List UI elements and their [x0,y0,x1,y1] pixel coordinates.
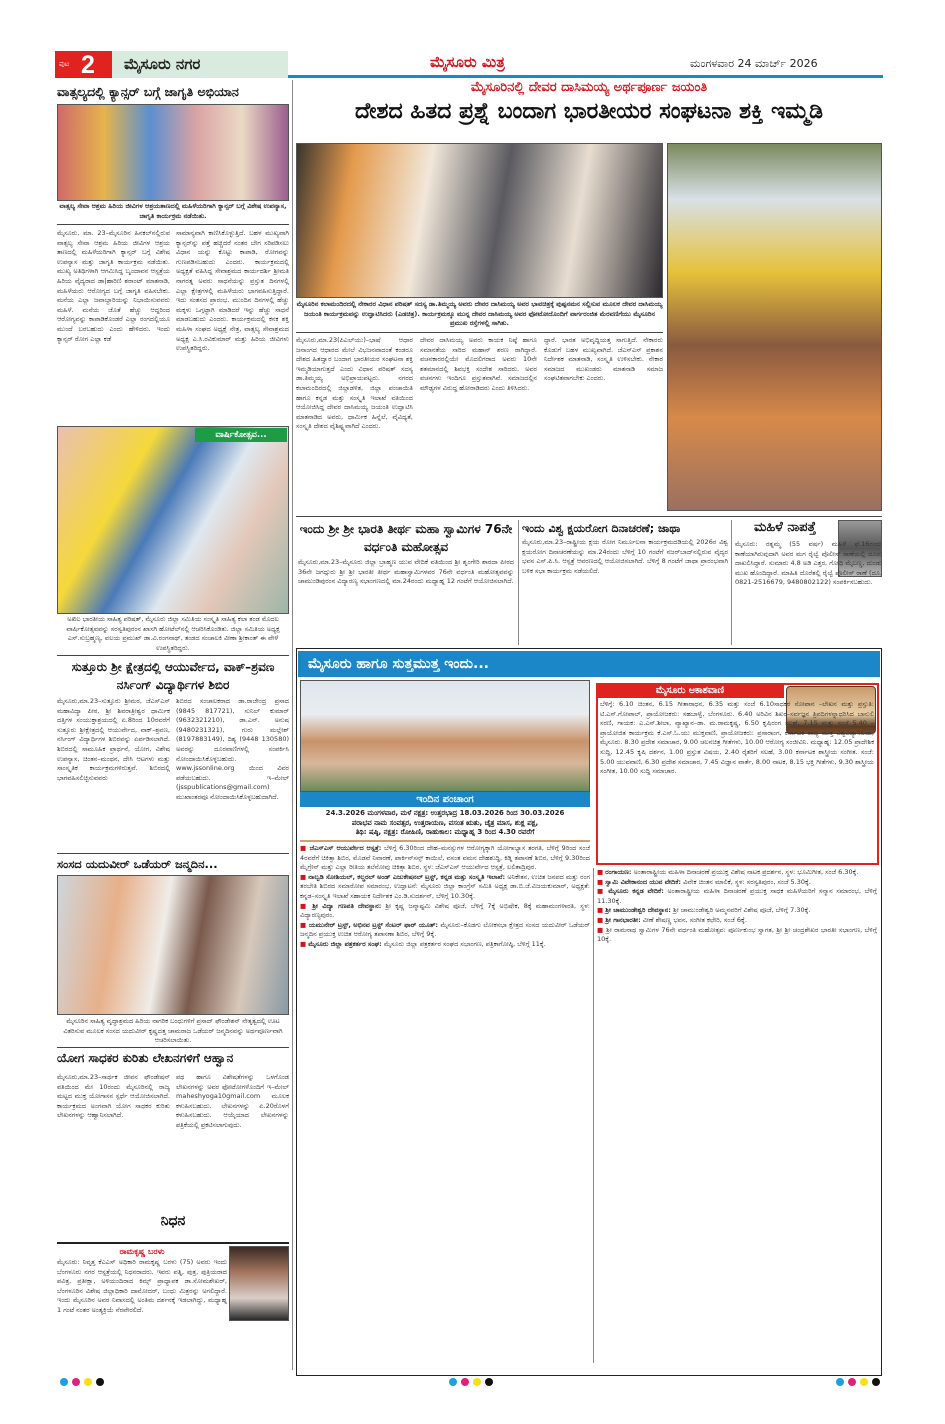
event-item: ■ ಮೈಸೂರು ಕನ್ನಡ ವೇದಿಕೆ: ಅಂತಾರಾಷ್ಟ್ರೀಯ ಮಹಿಳಾ ದಿನಾಚರಣೆ ಪ್ರಯುಕ್ತ ಸಾಧಕ ಮಹಿಳೆಯರಿಗೆ ಸನ್ಮಾನ ಸಮಾರಂಭ, ಬೆಳಿಗ್ಗೆ 11.30ಕ್ಕೆ. [597,887,877,905]
event-item: ■ ಶ್ರೀ ರಾಮನಾಥ ಸ್ವಾಮಿಗಳ 76ನೇ ವರ್ಧಂತಿ ಮಹೋತ್ಸವ: ಪೂರ್ಣಕುಂಭ ಸ್ವಾಗತ, ಶ್ರೀ ಶ್ರೀ ಚಂದ್ರಶೇಖರ ಭಾರತೀ ಸಭಾಂಗಣ, ಬೆಳಿಗ್ಗೆ 10ಕ್ಕೆ. [597,925,877,944]
black-dot-icon [96,1378,104,1386]
rule [57,655,289,656]
tb-body: ಮೈಸೂರು,ಮಾ.23–ರಾಷ್ಟ್ರೀಯ ಕ್ಷಯ ರೋಗ ನಿರ್ಮೂಲನಾ ಕಾರ್ಯಕ್ರಮದಡಿಯಲ್ಲಿ 2026ರ ವಿಶ್ವ ಕ್ಷಯರೋಗ ದಿನಾಚರಣೆಯನ್ನು ಮಾ.24ರಂದು ಬೆಳಿಗ್ಗೆ 10 ಗಂಟೆಗೆ ನಜರ್‌ಬಾದ್‌ನಲ್ಲಿರುವ ವೈದ್ಯರ ಭವನ ಎಸ್.ಪಿ.ಸಿ. ಆಸ್ಪತ್ರೆ ಆವರಣದಲ್ಲಿ ಆಯೋಜಿಸಲಾಗಿದೆ. ಬೆಳಿಗ್ಗೆ 8 ಗಂಟೆಗೆ ಜಾಥಾ ಪ್ರಾರಂಭವಾಗಿ ಬಳಿಕ ಸಭಾ ಕಾರ್ಯಕ್ರಮ ನಡೆಯಲಿದೆ. [522,538,728,575]
rule [57,224,289,225]
cancer-headline: ವಾತ್ಸಲ್ಯದಲ್ಲಿ ಕ್ಯಾನ್ಸರ್ ಬಗ್ಗೆ ಜಾಗೃತಿ ಅಭಿಯಾನ [57,84,239,99]
event-item: ■ ರಂಗಾಯಣ: ಅಂತಾರಾಷ್ಟ್ರೀಯ ಮಹಿಳಾ ದಿನಾಚರಣೆ ಪ್ರಯುಕ್ತ ವಿಶೇಷ ನಾಟಕ ಪ್ರದರ್ಶನ, ಸ್ಥಳ: ಭೂಮಿಗೀತ, ಸಂಜೆ 6.30ಕ್ಕೆ. [597,868,859,876]
obituary-name: ರಾಮಕೃಷ್ಣ ಬರಳು [119,1247,165,1256]
main-photo-left [296,143,663,298]
missing-headline: ಮಹಿಳೆ ನಾಪತ್ತೆ [753,520,817,535]
events-right-list [597,868,877,1363]
column-divider [731,520,732,645]
panchanga-title: ಇಂದಿನ ಪಂಚಾಂಗ [300,792,590,807]
main-photo-right [667,143,882,511]
event-item: ■ ಶ್ರೀ ಗಾನಭಾರತೀ: ವೀಣೆ ಶೇಷಣ್ಣ ಭವನ, ಸಂಗೀತ ಕಛೇರಿ, ಸಂಜೆ 6ಕ್ಕೆ. [597,915,747,924]
cyan-dot-icon [60,1378,68,1386]
page-number: 2 [81,51,95,79]
yellow-dot-icon [860,1378,868,1386]
column-divider [292,80,293,1370]
anniversary-tag: ವಾರ್ಷಿಕೋತ್ಸವ... [195,428,287,442]
cancer-body-col1: ಮೈಸೂರು, ಮಾ. 23–ಮೈಸೂರಿನ ಹಿನಕಲ್‌ನಲ್ಲಿರುವ ವಾತ್ಸಲ್ಯ ಸೇವಾ ಆಶ್ರಮ ಹಿರಿಯ ಜೀವಿಗಳ ಆಶ್ರಯ ತಾಣದಲ್ಲಿ ಮಹಿಳೆಯರಿಗಾಗಿ ಕ್ಯಾನ್ಸರ್ ಬಗ್ಗೆ ವಿಶೇಷ ಉಪನ್ಯಾಸ ಮತ್ತು ಜಾಗೃತಿ ಕಾರ್ಯಕ್ರಮ ನಡೆಯಿತು. ಮುಖ್ಯ ಅತಿಥಿಗಳಾಗಿ ಆಗಮಿಸಿದ್ದ ಬೃಂದಾವನ ಆಸ್ಪತ್ರೆಯ ಹಿರಿಯ ವೈದ್ಯರಾದ ಡಾ|ಹಾರಿಣಿ ಶರಾಂಟ್ ಮಾತನಾಡಿ, ಮಹಿಳೆಯರು ಆರೋಗ್ಯದ ಬಗ್ಗೆ ಜಾಗೃತಿ ವಹಿಸಬೇಕು. ಮನೆಯ ಎಲ್ಲಾ ಜವಾಬ್ದಾರಿಯನ್ನು ನಿಭಾಯಿಸುವವರು ಮಹಿಳೆ. ಮನೆಯ ಜೊತೆ ಹೆಚ್ಚು ಆದ್ದರಿಂದ ಆರೋಗ್ಯವನ್ನು ಕಾಪಾಡಿಕೊಂಡರೆ ಎಲ್ಲಾ ರಂಗದಲ್ಲಿಯೂ ಮುಂದೆ ಬರಬಹುದು ಎಂದು ಹೇಳಿದರು. ಇಂದು ಕ್ಯಾನ್ಸರ್ ರೋಗ ಎಲ್ಲಾ ಕಡೆ [57,229,170,343]
yellow-dot-icon [473,1378,481,1386]
black-dot-icon [485,1378,493,1386]
event-item: ■ ಜೆಎಸ್‌ಎಸ್ ಆಯುರ್ವೇದ ಆಸ್ಪತ್ರೆ: ಬೆಳಿಗ್ಗೆ 6.30ರಿಂದ ದೇಹ–ಮನಸ್ಸುಗಳ ಆರೋಗ್ಯಕ್ಕಾಗಿ ಯೋಗಾಭ್ಯಾಸ ತರಗತಿ, ಬೆಳಿಗ್ಗೆ 9ರಿಂದ ಸಂಜೆ 4ರವರೆಗೆ ಚಿಕಿತ್ಸಾ ಶಿಬಿರ, ಮೊಡವೆ ನಿವಾರಣೆ, ಪಾರ್ಕಿನ್‌ಸನ್ಸ್ ಕಾಯಿಲೆ, ವಸಂತ ವಮನ ದೇಹಶುದ್ಧಿ, ಕಿಡ್ನಿ ತಪಾಸಣೆ ಶಿಬಿರ, ಬೆಳಿಗ್ಗೆ 9.30ರಿಂದ ಮೈಗ್ರೇನ್ ಮತ್ತು ಎಲ್ಲಾ ರೀತಿಯ ತಲೆನೋವು ಚಿಕಿತ್ಸಾ ಶಿಬಿರ, ಸ್ಥಳ: ಜೆಎಸ್‌ಎಸ್ ಆಯುರ್ವೇದ ಆಸ್ಪತ್ರೆ, ಲಲಿತಾದ್ರಿಪುರ. [300,844,590,872]
rule [300,840,590,842]
obituary-photo [229,1246,289,1321]
section-title: ಮೈಸೂರು ನಗರ [124,55,201,73]
akashavani-title: ಮೈಸೂರು ಆಕಾಶವಾಣಿ [596,683,784,698]
suttur-headline: ಸುತ್ತೂರು ಶ್ರೀ ಕ್ಷೇತ್ರದಲ್ಲಿ ಆಯುರ್ವೇದ, ವಾಕ್–ಶ್ರವಣ ನರ್ಸಿಂಗ್ ವಿದ್ಯಾರ್ಥಿಗಳ ಶಿಬಿರ [71,660,275,692]
tb-headline: ಇಂದು ವಿಶ್ವ ಕ್ಷಯರೋಗ ದಿನಾಚರಣೆ; ಜಾಥಾ [522,522,681,535]
registration-marks-right [836,1378,886,1388]
akashavani-body: ಬೆಳಿಗ್ಗೆ: 6.10 ಚಿಂತನ, 6.15 ಗೀತಾರಾಧನ, 6.35 ಮತ್ತು ಸಂಜೆ 6.10ಸಾಧಕರ ಸೋಪಾನ –ಲೇಖನ ಮತ್ತು ಪ್ರಸ್ತುತಿ: ಟಿ.ಎಸ್.ಗೋಪಾಲ್, ಪ್ರಾಯೋಜಕರು: ಸಹಬಾಳ್ವೆ, ಬೆಂಗಳೂರು. 6.40 ಅರಿವಿನ ಶಿಖರ–ಸರ್ವಜ್ಞನ ತ್ರಿಪದಿಗಳನ್ನಾಧರಿಸಿದ ಬಾನುಲಿ ಸರಣಿ, ಗಾಯಕ: ಎ.ಎಸ್.ಶೀಲಾ, ವ್ಯಾಖ್ಯಾನ–ಡಾ. ಮ.ರಾಮಕೃಷ್ಣ, 6.50 ಕೃಷಿರಂಗ ಸಲಹೆ, 7.15 ಮತ್ತು ಸಂಜೆ 5.40 – ಪ್ರಾಯೋಜಿತ ಕಾರ್ಯಕ್ರಮ ಕೆ.ಎಸ್.ಓ.ಯು ಮುಕ್ತವಾಣಿ, ಪ್ರಾಯೋಜಕರು: ಪ್ರಸಾರಾಂಗ, ಕರ್ನಾಟಕ ರಾಜ್ಯ ಮುಕ್ತ ವಿಶ್ವವಿದ್ಯಾನಿಲಯ, ಮೈಸೂರು. 8.30 ಪ್ರದೇಶ ಸಮಾಚಾರ, 9.00 ಚಲನಚಿತ್ರ ಗೀತೆಗಳು, 10.00 ಆರೋಗ್ಯ ಸಂಜೀವಿನಿ. ಮಧ್ಯಾಹ್ನ: 12.05 ಪ್ರಾದೇಶಿಕ ಸುದ್ದಿ, 12.45 ಕೃಷಿ ದರ್ಶನ, 1.00 ಪ್ರಸ್ತುತ ವಿಷಯ, 2.40 ರೈತರಿಗೆ ಸಲಹೆ, 3.00 ಕರ್ನಾಟಕ ಶಾಸ್ತ್ರೀಯ ಸಂಗೀತ. ಸಂಜೆ: 5.00 ಯುವವಾಣಿ, 6.30 ಪ್ರದೇಶ ಸಮಾಚಾರ, 7.45 ವಿಜ್ಞಾನ ವಾರ್ತೆ, 8.00 ನಾಟಕ, 8.15 ಭಕ್ತಿ ಗೀತೆಗಳು, 9.30 ಶಾಸ್ತ್ರೀಯ ಸಂಗೀತ, 10.00 ಸುದ್ದಿ ಸಮಾಚಾರ. [600,700,874,776]
palace-photo [300,680,590,792]
bharati-body: ಮೈಸೂರು,ಮಾ.23–ಮೈಸೂರು ಜಿಲ್ಲಾ ಬ್ರಾಹ್ಮಣ ಯುವ ವೇದಿಕೆ ವತಿಯಿಂದ ಶ್ರೀ ಶೃಂಗೇರಿ ಶಾರದಾ ಪೀಠದ 36ನೇ ಜಗದ್ಗುರು ಶ್ರೀ ಶ್ರೀ ಭಾರತೀ ತೀರ್ಥ ಮಹಾಸ್ವಾಮಿಗಳವರ 76ನೇ ವರ್ಧಂತಿ ಮಹೋತ್ಸವವನ್ನು ಚಾಮುಂಡಿಪುರಂನ ವಿದ್ಯಾರಣ್ಯ ಸಭಾಂಗಣದಲ್ಲಿ ಮಾ.24ರಂದು ಮಧ್ಯಾಹ್ನ 12 ಗಂಟೆಗೆ ಆಯೋಜಿಸಲಾಗಿದೆ. [298,558,514,586]
events-left-list [300,844,590,1364]
missing-body: ಮೈಸೂರು: ರತ್ನಮ್ಮ (55 ವರ್ಷ) ಮಹಿಳೆ ಫೆ.16ರಂದು ಕಾಣೆಯಾಗಿರುವುದಾಗಿ ಅವರ ಮಗ ರೈಲ್ವೆ ಪೊಲೀಸ್ ಠಾಣೆಯಲ್ಲಿ ದೂರು ದಾಖಲಿಸಿದ್ದಾರೆ. ಸುಮಾರು 4.8 ಅಡಿ ಎತ್ತರ, ಗೋಧಿ ಮೈಬಣ್ಣ, ದುಂಡು ಮುಖ ಹೊಂದಿದ್ದಾರೆ. ಮಾಹಿತಿ ದೊರೆತಲ್ಲಿ ರೈಲ್ವೆ ಪೊಲೀಸ್ ಠಾಣೆ (ದೂ. 0821-2516679, 9480802122) ಸಂಪರ್ಕಿಸಬಹುದು. [735,540,882,587]
panchanga-line-1: 24.3.2026 ಮಂಗಳವಾರ, ಮಳೆ ನಕ್ಷತ್ರ: ಉತ್ತರಭಾದ್ರ 18.03.2026 ರಿಂದ 30.03.2026 [325,809,565,817]
event-item: ■ ಶ್ರೀ ಚಾಮುಂಡೇಶ್ವರಿ ದೇವಸ್ಥಾನ: ಶ್ರೀ ಚಾಮುಂಡೇಶ್ವರಿ ಅಮ್ಮನವರಿಗೆ ವಿಶೇಷ ಪೂಜೆ, ಬೆಳಿಗ್ಗೆ 7.30ಕ್ಕೆ. [597,906,811,915]
main-caption: ಮೈಸೂರಿನ ಕಲಾಮಂದಿರದಲ್ಲಿ ನೇಕಾರರ ವಿಧಾನ ಪರಿಷತ್ ಸದಸ್ಯ ಡಾ.ತಿಮ್ಮಯ್ಯ ಅವರು ದೇವರ ದಾಸಿಮಯ್ಯ ಅವರ ಭಾವಚಿತ್ರಕ್ಕೆ ಪುಷ್ಪನಮನ ಸಲ್ಲಿಸುವ ಮೂಲಕ ದೇವರ ದಾಸಿಮಯ್ಯ ಜಯಂತಿ ಕಾರ್ಯಕ್ರಮವನ್ನು ಉದ್ಘಾಟಿಸಿದರು (ಎಡಚಿತ್ರ). ಕಾರ್ಯಕ್ರಮಕ್ಕೂ ಮುನ್ನ ದೇವರ ದಾಸಿಮಯ್ಯ ಅವರ ಫೋಟೋದೊಂದಿಗೆ ವಾರ್ಗರಂಜಿತ ಮೆರವಣಿಗೆಯು ಮೈಸೂರಿನ ಪ್ರಮುಖ ರಸ್ತೆಗಳಲ್ಲಿ ಸಾಗಿತು. [296,300,663,328]
panchanga-line-2: ಪರಾಭವ ನಾಮ ಸಂವತ್ಸರ, ಉತ್ತರಾಯಣ, ವಸಂತ ಋತು, ಚೈತ್ರ ಮಾಸ, ಶುಕ್ಲ ಪಕ್ಷ, [351,818,539,827]
anniversary-photo [57,426,289,614]
main-headline: ದೇಶದ ಹಿತದ ಪ್ರಶ್ನೆ ಬಂದಾಗ ಭಾರತೀಯರ ಸಂಘಟನಾ ಶಕ್ತಿ ಇಮ್ಮಡಿ [354,99,824,124]
yoga-body-col2: ಪಥ ಹಾಗೂ ವಿಶೇಷತೆಗಳನ್ನು ಒಳಗೊಂಡ ಲೇಖನಗಳನ್ನು ಅವರ ಫೋಟೋಗಳೊಂದಿಗೆ ಇ–ಮೇಲ್ maheshyoga10gmail.com ಮೂಲಕ ಕಳುಹಿಸಬಹುದು. ಲೇಖನಗಳನ್ನು ಏ.20ರೊಳಗೆ ಕಳುಹಿಸಬಹುದು. ಆಯ್ಕೆಯಾದ ಲೇಖನಗಳನ್ನು ಪತ್ರಿಕೆಯಲ್ಲಿ ಪ್ರಕಟಿಸಲಾಗುವುದು. [176,1073,289,1129]
column-divider [593,868,594,1363]
events-box-title: ಮೈಸೂರು ಹಾಗೂ ಸುತ್ತಮುತ್ತ ಇಂದು... [298,651,880,677]
rule [57,853,289,854]
event-item: ■ ನಾಲ್ವಡಿ ಸೋಶಿಯಲ್, ಕಲ್ಚರಲ್ ಅಂಡ್ ಎಜುಕೇಷನಲ್ ಟ್ರಸ್ಟ್, ಕನ್ನಡ ಮತ್ತು ಸಂಸ್ಕೃತಿ ಇಲಾಖೆ: ಅನಿಕೇತನ, ಉಚಿತ ಜನಪದ ಮತ್ತು ರಂಗ ತರಬೇತಿ ಶಿಬಿರದ ಸಮಾರೋಪ ಸಮಾರಂಭ, ಉದ್ಘಾಟನೆ: ಮೈಸೂರು ಜಿಲ್ಲಾ ಕಾಂಗ್ರೆಸ್ ಸಮಿತಿ ಅಧ್ಯಕ್ಷ ಡಾ.ಬಿ.ಜೆ.ವಿಜಯಕುಮಾರ್, ಅಧ್ಯಕ್ಷತೆ: ಕನ್ನಡ–ಸಂಸ್ಕೃತಿ ಇಲಾಖೆ ಸಹಾಯಕ ನಿರ್ದೇಶಕ ಎಂ.ಡಿ.ಸುದರ್ಶನ್, ಬೆಳಿಗ್ಗೆ 10.30ಕ್ಕೆ. [300,872,590,900]
suttur-body-col2: ಶಿಬಿರದ ಸಂಚಾಲಕರಾದ ಡಾ.ರಾಜೇಂದ್ರ ಪ್ರಸಾದ (9845 817721), ಸುನಿಲ್ ಕುಮಾರ್ (9632321210), ಡಾ.ಎನ್. ಅನುಷ (9480231321), ಗುರು ಮಲ್ಲೇಶ್ (8197883149), ದಿಶ್ಯ (9448 130580) ಅವರನ್ನು ದೂರವಾಣಿಗಳಲ್ಲಿ ಸಂಪರ್ಕಿಸಿ ನೋಂದಾಯಿಸಿಕೊಳ್ಳಬಹುದು. www.jssonline.org ಯಿಂದ ವಿವರ ಪಡೆಯಬಹುದು. ಇ–ಮೇಲ್ (jsspublications@gmail.com) ಮುಖಾಂತರವೂ ನೋಂದಾಯಿಸಿಕೊಳ್ಳಬಹುದಾಗಿದೆ. [176,697,289,801]
issue-date: ಮಂಗಳವಾರ 24 ಮಾರ್ಚ್ 2026 [690,57,818,70]
main-body-col1: ಮೈಸೂರು,ಮಾ.23(ಪಿಎಲ್‌ಯು)–ಭಾಷೆ ಆಧಾರ ಜನಾಂಗದ ಆಧಾರದ ಮೇಲೆ ವಿಭಜನವಾದಂತೆ ಕಂಡರೂ ದೇಶದ ಹಿತದ್ವಾರ ಬಂದಾಗ ಭಾರತೀಯರ ಸಂಘಟನಾ ಶಕ್ತಿ ಇಮ್ಮಡಿಯಾಗುತ್ತದೆ ಎಂದು ವಿಧಾನ ಪರಿಷತ್ ಸದಸ್ಯ ಡಾ.ತಿಮ್ಮಯ್ಯ ಅಭಿಪ್ರಾಯಪಟ್ಟರು. ನಗರದ ಕಲಾಮಂದಿರದಲ್ಲಿ ಜಿಲ್ಲಾಡಳಿತ, ಜಿಲ್ಲಾ ಪಂಚಾಯಿತಿ ಹಾಗೂ ಕನ್ನಡ ಮತ್ತು ಸಂಸ್ಕೃತಿ ಇಲಾಖೆ ವತಿಯಿಂದ ಆಯೋಜಿಸಿದ್ದ ದೇವರ ದಾಸಿಮಯ್ಯ ಜಯಂತಿ ಉದ್ಘಾಟಿಸಿ ಮಾತನಾಡಿದ ಅವರು, ಧಾರ್ಮಿಕ ಹಿನ್ನೆಲೆ, ವೈವಿಧ್ಯತೆ, ಸಂಸ್ಕೃತಿ ದೇಶದ ವೈಶಿಷ್ಟ್ಯವಾಗಿದೆ ಎಂದರು. [296,336,413,431]
rule [57,1047,289,1048]
page-number-badge [55,51,112,78]
yaduveer-headline: ಸಂಸದ ಯದುವೀರ್ ಒಡೆಯರ್ ಜನ್ಮದಿನ... [57,857,218,871]
cancer-body-col2: ಸಾಮಾನ್ಯವಾಗಿ ಕಾಣಿಸಿಕೊಳ್ಳುತ್ತಿದೆ. ಬಹಳ ಮುಖ್ಯವಾಗಿ ಕ್ಯಾನ್ಸರ್‌ನ್ನು ಪತ್ತೆ ಹಚ್ಚಿದರೆ ನಂತರ ಬೇಗ ಸರಿಪಡಿಸಲು ವಿಧಾನ ಯನ್ನು ಕೊಟ್ಟು ಕಾಪಾಡಿ, ರೋಗವನ್ನು ಗುಣಪಡಿಸಬಹುದು ಎಂದರು. ಕಾರ್ಯಕ್ರಮದಲ್ಲಿ ಅಧ್ಯಕ್ಷತೆ ವಹಿಸಿದ್ದ ಸೇವಾಶ್ರಮದ ಕಾರ್ಯದರ್ಶಿ ಶ್ರೀಮತಿ ನಾಗರತ್ನ ಅವರು ಸಾಧನೆಯನ್ನು ಪ್ರಸ್ತುತ ದಿನಗಳಲ್ಲಿ ಎಲ್ಲಾ ಕ್ಷೇತ್ರಗಳಲ್ಲಿ ಮಹಿಳೆಯರು ಭಾಗವಹಿಸುತ್ತಿದ್ದಾರೆ. ಇದು ಸಂತಸದ ಪ್ರಾರಂಭ. ಮುಂದಿನ ದಿನಗಳಲ್ಲಿ ಹೆಚ್ಚು ಮಕ್ಕಳು ಒಗ್ಗಟ್ಟಾಗಿ ಮಾಡಿದರೆ ಇನ್ನು ಹೆಚ್ಚು ಸಾಧನೆ ಮಾಡಬಹುದು ಎಂದರು. ಕಾರ್ಯಕ್ರಮದಲ್ಲಿ ಕನಕ ಶಕ್ತಿ ಮಹಿಳಾ ಸಂಘದ ಅಧ್ಯಕ್ಷೆ ನೇತ್ರ, ವಾತ್ಸಲ್ಯ ಸೇವಾಶ್ರಮದ ಅಧ್ಯಕ್ಷ ಎ.ಸಿ.ರವಿಕುಮಾರ್ ಮತ್ತು ಹಿರಿಯ ಜೀವಿಗಳು ಉಪಸ್ಥಿತರಿದ್ದರು. [176,229,289,353]
magenta-dot-icon [848,1378,856,1386]
column-divider [518,520,519,645]
cyan-dot-icon [449,1378,457,1386]
rule [57,1242,289,1244]
newspaper-brand: ಮೈಸೂರು ಮಿತ್ರ [430,53,505,71]
magenta-dot-icon [461,1378,469,1386]
magenta-dot-icon [72,1378,80,1386]
black-dot-icon [872,1378,880,1386]
registration-marks-left [60,1378,110,1388]
event-item: ■ ಸ್ವಾಮಿ ವಿವೇಕಾನಂದ ಯುವ ವೇದಿಕೆ: ವಿವೇಕ ಚಿಂತನ ಮಾಲಿಕೆ, ಸ್ಥಳ: ಸರಸ್ವತಿಪುರಂ, ಸಂಜೆ 5.30ಕ್ಕೆ. [597,877,811,886]
event-item: ■ ಶ್ರೀ ವಿದ್ಯಾ ಗಣಪತಿ ದೇವಸ್ಥಾನ: ಶ್ರೀ ಕೃಷ್ಣ ಜನ್ಮಾಷ್ಟಮಿ ವಿಶೇಷ ಪೂಜೆ, ಬೆಳಿಗ್ಗೆ 7ಕ್ಕೆ ಅಭಿಷೇಕ, 8ಕ್ಕೆ ಮಹಾಮಂಗಳಾರತಿ, ಸ್ಥಳ: ವಿದ್ಯಾರಣ್ಯಪುರಂ. [300,901,590,920]
yoga-body-col1: ಮೈಸೂರು,ಮಾ.23–ಸಾರ್ಥಕ ಜೀವನ ಫೌಂಡೇಷನ್ ವತಿಯಿಂದ ಮೇ 10ರಂದು ಮೈಸೂರಿನಲ್ಲಿ ರಾಜ್ಯ ಮಟ್ಟದ ಮುಕ್ತ ಯೋಗಾಸನ ಸ್ಪರ್ಧೆ ಆಯೋಜಿಸಲಾಗಿದೆ. ಕಾರ್ಯಕ್ರಮದ ಅಂಗವಾಗಿ ಯೋಗ ಸಾಧಕರ ಕುರಿತು ಲೇಖನಗಳನ್ನು ಆಹ್ವಾನಿಸಲಾಗಿದೆ. [57,1073,170,1120]
panchanga-text [300,809,590,838]
rule [296,332,663,333]
yoga-headline: ಯೋಗ ಸಾಧಕರ ಕುರಿತು ಲೇಖನಗಳಿಗೆ ಆಹ್ವಾನ [57,1051,234,1065]
yaduveer-photo [57,875,289,1015]
cancer-caption: ವಾತ್ಸಲ್ಯ ಸೇವಾ ಆಶ್ರಮ ಹಿರಿಯ ಜೀವಿಗಳ ಆಶ್ರಯತಾಣದಲ್ಲಿ ಮಹಿಳೆಯರಿಗಾಗಿ ಕ್ಯಾನ್ಸರ್ ಬಗ್ಗೆ ವಿಶೇಷ ಉಪನ್ಯಾಸ, ಜಾಗೃತಿ ಕಾರ್ಯಕ್ರಮ ನಡೆಯಿತು. [59,202,287,220]
main-body-col2: ದೇವರ ದಾಸಿಮಯ್ಯ ಅವರು ಕಾಯಕ ನಿಷ್ಠೆ ಹಾಗೂ ಸಮಾನತೆಯ ಸಾರಿದ ಮಹಾನ್ ಶರಣ ರಾಗಿದ್ದಾರೆ. ವಚನಕಾರರಲ್ಲಿಯೇ ಮೊದಲಿಗರಾದ ಅವರು 10ನೇ ಶತಮಾನದಲ್ಲಿ ಶಿವಭಕ್ತಿ ಸಂದೇಶ ಸಾರಿದರು. ಅವರ ವಚನಗಳು ಇಂದಿಗೂ ಪ್ರಸ್ತುತವಾಗಿವೆ. ಸಮಾಜದಲ್ಲಿನ ಮೌಢ್ಯಗಳ ವಿರುದ್ಧ ಹೋರಾಡಿದರು ಎಂದು ತಿಳಿಸಿದರು. [420,336,537,392]
section-title-bar [112,51,288,78]
yaduveer-caption: ಮೈಸೂರಿನ ಸಾಹಿತ್ಯ ವೃದ್ಧಾಶ್ರಮದ ಹಿರಿಯ ನಾಗರಿಕ ಬಂಧುಗಳಿಗೆ ಪ್ರಸಾದ್ ಫೌಂಡೇಶನ್ ನೇತೃತ್ವದಲ್ಲಿ ಊಟ ವಿತರಿಸುವ ಮೂಲಕ ಸಂಸದ ಯದುವೀರ್ ಕೃಷ್ಣದತ್ತ ಚಾಮರಾಜ ಒಡೆಯರ್ ಜನ್ಮದಿನವನ್ನು ಅರ್ಥಪೂರ್ಣವಾಗಿ ಆಚರಿಸಲಾಯಿತು. [63,1017,283,1045]
event-item: ■ ಯಮುನೇರ್ ಟ್ರಸ್ಟ್, ಅಭಿನವ ಟ್ರಸ್ಟ್ ಸೆಂಟರ್ ಫಾರ್ ಯೂತ್: ಮೈಸೂರು–ಕೊಡಗು ಲೋಕಸಭಾ ಕ್ಷೇತ್ರದ ಸಂಸದ ಯದುವೀರ್ ಒಡೆಯರ್ ಜನ್ಮದಿನ ಪ್ರಯುಕ್ತ ಉಚಿತ ಆರೋಗ್ಯ ತಪಾಸಣಾ ಶಿಬಿರ, ಬೆಳಿಗ್ಗೆ 9ಕ್ಕೆ. [300,920,590,939]
masthead-rule [288,75,883,78]
main-kicker: ಮೈಸೂರಿನಲ್ಲಿ ದೇವರ ದಾಸಿಮಯ್ಯ ಅರ್ಥಪೂರ್ಣ ಜಯಂತಿ [470,80,708,95]
page-label: ಪುಟ [59,60,70,68]
yellow-dot-icon [84,1378,92,1386]
event-item: ■ ಮೈಸೂರು ಜಿಲ್ಲಾ ಪತ್ರಕರ್ತರ ಸಂಘ: ಮೈಸೂರು ಜಿಲ್ಲಾ ಪತ್ರಕರ್ತರ ಸಂಘದ ಸಭಾಂಗಣ, ಪತ್ರಿಕಾಗೋಷ್ಠಿ, ಬೆಳಿಗ್ಗೆ 11ಕ್ಕೆ. [300,939,546,948]
anniversary-caption: ಅಖಿಲ ಭಾರತೀಯ ಸಾಹಿತ್ಯ ಪರಿಷತ್, ಮೈಸೂರು ಜಿಲ್ಲಾ ಸಮಿತಿಯ ಸಂಸ್ಕೃತಿ ಸಾಹಿತ್ಯ ಕಲಾ ತಂಡ ಮೊದಲ ವಾರ್ಷಿಕೋತ್ಸವವನ್ನು ಸರಸ್ವತಿಪುರಂನ ಖಾಸಗಿ ಹೋಟೆಲ್‌ನಲ್ಲಿ ಆಚರಿಸಿಕೊಂಡಿತು. ಜಿಲ್ಲಾ ಸಮಿತಿಯ ಅಧ್ಯಕ್ಷ ಎಸ್.ಸುಬ್ರಹ್ಮಣ್ಯ, ವಲಯ ಪ್ರಮುಖ್ ಡಾ.ವಿ.ರಂಗನಾಥ್, ತಂಡದ ಸಂಚಾಲಕಿ ವೀಣಾ ಶ್ರೀಕಾಂತ್ ಈ ವೇಳೆ ಉಪಸ್ಥಿತರಿದ್ದರು. [66,615,280,652]
panchanga-line-3: ತಿಥಿ: ಷಷ್ಠಿ, ನಕ್ಷತ್ರ: ರೋಹಿಣಿ, ರಾಹುಕಾಲ: ಮಧ್ಯಾಹ್ನ 3 ರಿಂದ 4.30 ರವರೆಗೆ [355,828,535,836]
obituary-body: ಮೈಸೂರು: ನಿವೃತ್ತ ಕೆಎಎಸ್ ಅಧಿಕಾರಿ ರಾಮಕೃಷ್ಣ ಬರಳು (75) ಅವರು ಇಂದು ಬೆಂಗಳೂರು ನಗರ ಆಸ್ಪತ್ರೆಯಲ್ಲಿ ನಿಧನರಾದರು. ಇವರು ಪತ್ನಿ, ಪುತ್ರ, ಪುತ್ರಿಯರಾದ ಪವಿತ್ರ, ಪ್ರತೀಕ್ಷಾ, ಅಳಿಯಂದಿರಾದ ಕಿಮ್ಸ್ ಪ್ರಾಧ್ಯಾಪಕ ಡಾ.ಸೋಮಶೇಖರ್, ಬೆಂಗಳೂರಿನ ವಿಶೇಷ ಜಿಲ್ಲಾಧಿಕಾರಿ ದಾಮೋದರ್, ಬಂಧು ಮಿತ್ರರನ್ನು ಅಗಲಿದ್ದಾರೆ. ಇಂದು ಮೈಸೂರಿನ ಅವರ ನಿವಾಸದಲ್ಲಿ ಅಂತಿಮ ದರ್ಶನಕ್ಕೆ ಇಡಲಾಗಿದ್ದು, ಮಧ್ಯಾಹ್ನ 1 ಗಂಟೆ ನಂತರ ಅಂತ್ಯಕ್ರಿಯೆ ನೆರವೇರಲಿದೆ. [57,1258,227,1314]
main-body-col3: ದ್ದಾರೆ. ಭಾರತ ಅಭಿವೃದ್ಧಿಯತ್ತ ಸಾಗುತ್ತಿದೆ. ನೇಕಾರರು ಕೊಡುಗೆ ಬಹಳ ಮುಖ್ಯವಾಗಿದೆ. ಜೆಎಸ್‌ಎಸ್ ಪ್ರಕಾಶನ ನಿರ್ದೇಶಕ ಮಾತನಾಡಿ, ಸಂಸ್ಕೃತಿ ಉಳಿಸಬೇಕು. ನೇಕಾರ ಸಮಾಜದ ಮುಖಂಡರು ಮಾತನಾಡಿ ಸಮಾಜ ಸಂಘಟಿತವಾಗಬೇಕು ಎಂದರು. [544,336,663,383]
cyan-dot-icon [836,1378,844,1386]
cancer-photo [57,104,289,201]
bharati-headline: ಇಂದು ಶ್ರೀ ಶ್ರೀ ಭಾರತಿ ತೀರ್ಥ ಮಹಾ ಸ್ವಾಮಿಗಳ 76ನೇ ವರ್ಧಂತಿ ಮಹೋತ್ಸವ [299,522,513,554]
obituary-section-title: ನಿಧನ [160,1213,186,1229]
suttur-body-col1: ಮೈಸೂರು,ಮಾ.23–ಸುತ್ತೂರು ಶ್ರೀಮಠ, ಜೆಎಸ್‌ಎಸ್ ಮಹಾವಿದ್ಯಾ ಪೀಠ, ಶ್ರೀ ಶಿವರಾತ್ರೀಶ್ವರ ಧಾರ್ಮಿಕ ದತ್ತಿಗಳ ಸಂಯುಕ್ತಾಶ್ರಯದಲ್ಲಿ ಏ.8ರಿಂದ 10ರವರೆಗೆ ಸುತ್ತೂರು ಶ್ರೀಕ್ಷೇತ್ರದಲ್ಲಿ ಆಯುರ್ವೇದ, ವಾಕ್–ಶ್ರವಣ, ನರ್ಸಿಂಗ್ ವಿದ್ಯಾರ್ಥಿಗಳ ಶಿಬಿರವನ್ನು ಏರ್ಪಡಿಸಲಾಗಿದೆ. ಶಿಬಿರದಲ್ಲಿ ಸಾಮೂಹಿಕ ಪ್ರಾರ್ಥನೆ, ಯೋಗ, ವಿಶೇಷ ಉಪನ್ಯಾಸ, ಚಿಂತನ–ಮಂಥನ, ದೇಸಿ ಆಟಗಳು ಮತ್ತು ಸಾಂಸ್ಕೃತಿಕ ಕಾರ್ಯಕ್ರಮಗಳಿರುತ್ತವೆ. ಶಿಬಿರದಲ್ಲಿ ಭಾಗವಹಿಸಲಿಚ್ಛಿಸುವವರು [57,697,170,782]
rule [296,516,882,517]
registration-marks-center [449,1378,499,1388]
